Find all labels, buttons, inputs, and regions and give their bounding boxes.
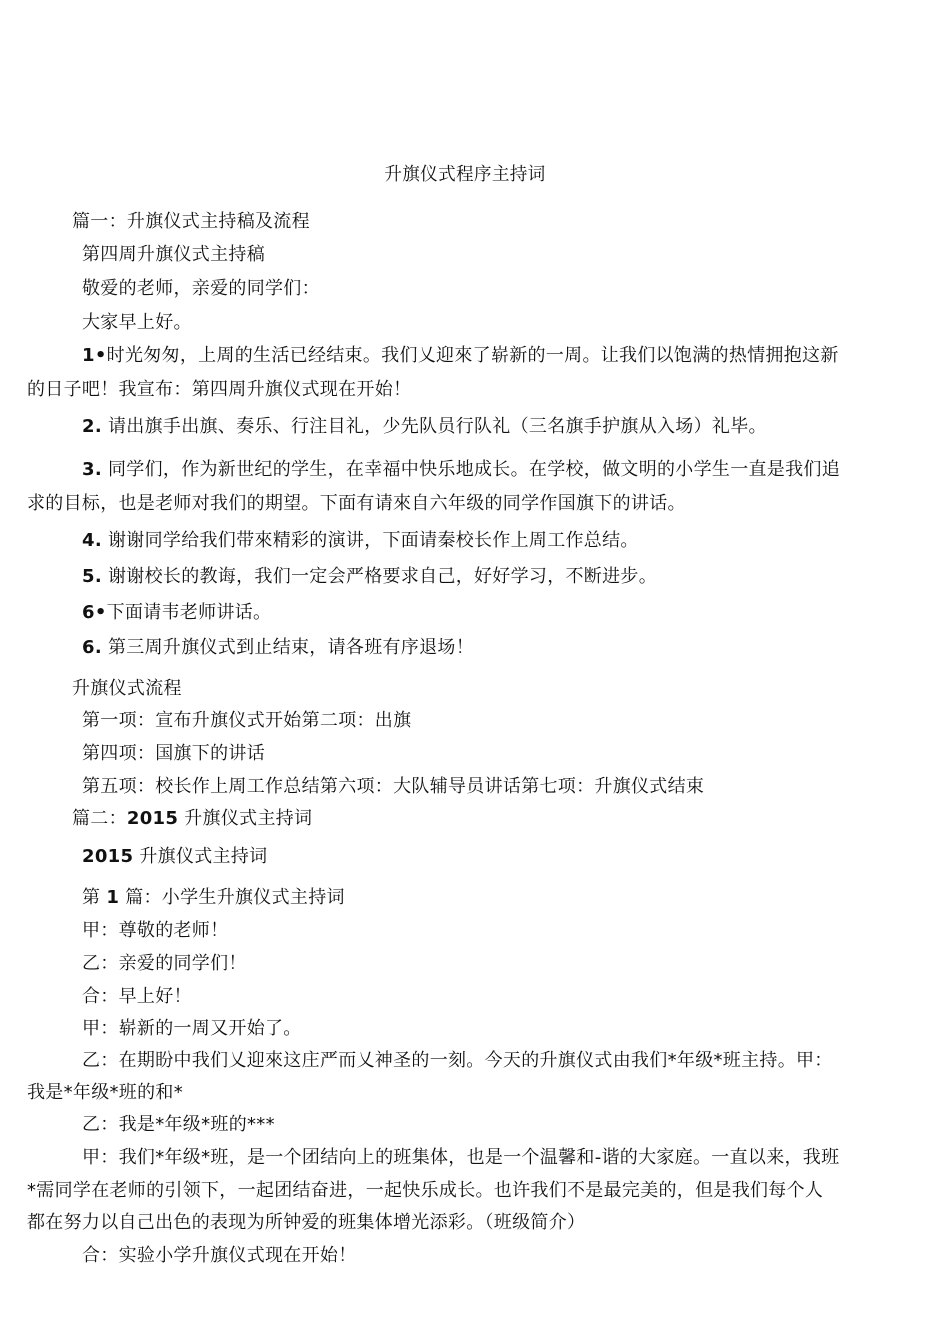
- flow-line-3: 第五项：校长作上周工作总结第六项：大队辅导员讲话第七项：升旗仪式结束: [82, 776, 705, 797]
- chapter-title: [82, 886, 345, 910]
- item-2: [82, 415, 767, 439]
- item-number: 5.: [82, 566, 102, 587]
- chapter-number: 1: [106, 887, 120, 908]
- dialogue-line: 甲：我们*年级*班，是一个团结向上的班集体，也是一个温馨和-谐的大家庭。一直以来，我班: [82, 1147, 840, 1168]
- item-text: 请出旗手出旗、奏乐、行注目礼，少先队员行队礼（三名旗手护旗从入场）礼毕。: [108, 416, 767, 437]
- morning-greeting: 大家早上好。: [82, 312, 192, 333]
- item-number: 6•: [82, 602, 107, 623]
- item-7: [82, 636, 474, 660]
- item-6: [82, 601, 271, 625]
- chapter-prefix: 第: [82, 887, 101, 908]
- item-number: 6.: [82, 637, 102, 658]
- part2-year: 2015: [126, 808, 179, 829]
- document-title: 升旗仪式程序主持词: [384, 164, 546, 185]
- dialogue-line: 甲：尊敬的老师！: [82, 920, 229, 941]
- dialogue-line: 合：实验小学升旗仪式现在开始！: [82, 1245, 357, 1266]
- item-text: 时光匆匆，上周的生活已经结束。我们乂迎來了崭新的一周。让我们以饱满的热情拥抱这新: [106, 345, 839, 366]
- flow-line-1: 第一项：宣布升旗仪式开始第二项：出旗: [82, 710, 412, 731]
- item-3-continued: 求的目标，也是老师对我们的期望。下面有请來自六年级的同学作国旗下的讲话。: [27, 493, 686, 514]
- part2-subtitle: [82, 845, 267, 869]
- item-text: 下面请韦老师讲话。: [106, 602, 272, 623]
- greeting: 敬爱的老师，亲爱的同学们：: [82, 278, 320, 299]
- item-number: 3.: [82, 459, 102, 480]
- item-number: 2.: [82, 416, 102, 437]
- item-text: 第三周升旗仪式到止结束，请各班有序退场！: [108, 637, 474, 658]
- dialogue-line: 甲：崭新的一周又开始了。: [82, 1018, 302, 1039]
- item-text: 谢谢校长的教诲，我们一定会严格要求自己，好好学习，不断进步。: [108, 566, 657, 587]
- item-3: [82, 458, 840, 482]
- part2-sub-year: 2015: [82, 846, 134, 867]
- item-number: 4.: [82, 530, 102, 551]
- part2-prefix: 篇二：: [72, 808, 127, 829]
- part1-heading: 篇一：升旗仪式主持稿及流程: [72, 211, 310, 232]
- item-1: [82, 344, 839, 368]
- part2-heading: [72, 807, 312, 831]
- chapter-suffix: 篇：小学生升旗仪式主持词: [125, 887, 345, 908]
- dialogue-line: 乙：亲爱的同学们！: [82, 953, 247, 974]
- dialogue-line-continued: 我是*年级*班的和*: [27, 1082, 183, 1103]
- item-number: 1•: [82, 345, 107, 366]
- item-4: [82, 529, 639, 553]
- part2-sub-suffix: 升旗仪式主持词: [139, 846, 268, 867]
- flow-line-2: 第四项：国旗下的讲话: [82, 743, 265, 764]
- item-5: [82, 565, 657, 589]
- dialogue-line: 乙：在期盼中我们乂迎來这庄严而乂神圣的一刻。今天的升旗仪式由我们*年级*班主持。甲：: [82, 1050, 833, 1071]
- week4-title: 第四周升旗仪式主持稿: [82, 244, 265, 265]
- dialogue-line: 乙：我是*年级*班的***: [82, 1114, 275, 1135]
- item-text: 同学们，作为新世纪的学生，在幸福中快乐地成长。在学校，做文明的小学生一直是我们追: [108, 459, 840, 480]
- item-text: 谢谢同学给我们带來精彩的演讲，下面请秦校长作上周工作总结。: [108, 530, 639, 551]
- item-1-continued: 的日子吧！我宣布：第四周升旗仪式现在开始！: [27, 379, 412, 400]
- part2-suffix: 升旗仪式主持词: [184, 808, 313, 829]
- dialogue-line: 合：早上好！: [82, 986, 192, 1007]
- dialogue-line-continued: 都在努力以自己出色的表现为所钟爱的班集体增光添彩。（班级简介）: [27, 1212, 586, 1233]
- dialogue-line-continued: *需同学在老师的引领下，一起团结奋进，一起快乐成长。也许我们不是最完美的，但是我们每个人: [27, 1180, 824, 1201]
- flow-heading: 升旗仪式流程: [72, 678, 182, 699]
